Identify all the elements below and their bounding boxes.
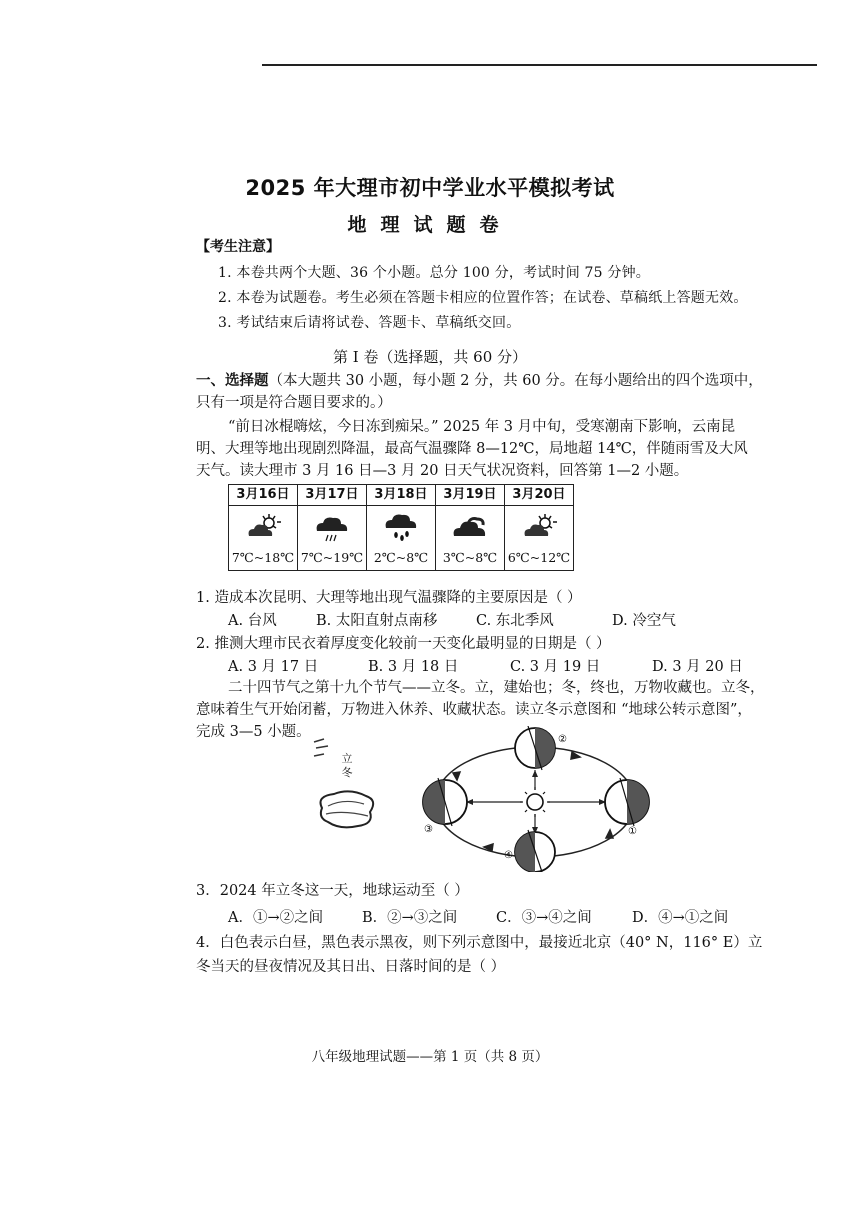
- position-label: ②: [558, 734, 567, 745]
- question-1-stem: 1. 造成本次昆明、大理等地出现气温骤降的主要原因是（ ）: [196, 590, 582, 606]
- rain-icon: [367, 506, 435, 548]
- exam-subtitle: 地理试题卷: [347, 214, 513, 236]
- section-title: 第 I 卷（选择题，共 60 分）: [332, 348, 528, 366]
- position-label: ④: [504, 850, 513, 861]
- passage-line: 二十四节气之第十九个节气——立冬。立，建始也；冬，终也，万物收藏也。立冬，: [228, 680, 765, 696]
- earth-icon: [423, 778, 467, 826]
- option-a: A．①→②之间: [228, 910, 324, 926]
- passage-line: 明、大理等地出现剧烈降温，最高气温骤降 8—12℃，局地超 14℃，伴随雨雪及大风: [196, 441, 748, 457]
- weather-date: 3月20日: [505, 485, 573, 506]
- weather-temp: 3℃~8℃: [442, 550, 498, 565]
- weather-date: 3月19日: [436, 485, 504, 506]
- option-b: B．②→③之间: [362, 910, 458, 926]
- lidong-label: 立冬: [341, 752, 353, 779]
- notice-item: 3. 考试结束后请将试卷、答题卡、草稿纸交回。: [218, 315, 521, 331]
- weather-date: 3月16日: [229, 485, 297, 506]
- sun-icon: [520, 787, 550, 817]
- passage-line: 意味着生气开始闭蓄，万物进入休养、收藏状态。读立冬示意图和 “地球公转示意图”，: [196, 702, 752, 718]
- notice-item: 1. 本卷共两个大题、36 个小题。总分 100 分，考试时间 75 分钟。: [218, 265, 651, 281]
- position-label: ①: [628, 826, 637, 837]
- sun-cloud-icon: [505, 506, 573, 548]
- question-2-stem: 2. 推测大理市民衣着厚度变化较前一天变化最明显的日期是（ ）: [196, 636, 611, 652]
- earth-icon: [605, 778, 649, 826]
- position-label: ③: [424, 824, 433, 835]
- weather-cell: [229, 485, 298, 571]
- weather-cell: [367, 485, 436, 571]
- section-instructions: [196, 370, 786, 392]
- earth-icon: [515, 830, 555, 872]
- passage-line: “前日冰棍嗨炫，今日冻到痴呆。” 2025 年 3 月中旬，受寒潮南下影响，云南昆: [228, 419, 736, 435]
- weather-cell: [298, 485, 367, 571]
- section-heading: 一、选择题: [196, 373, 269, 389]
- weather-date: 3月18日: [367, 485, 435, 506]
- weather-temp: 7℃~19℃: [300, 550, 364, 565]
- exam-title: 2025 年大理市初中学业水平模拟考试: [245, 176, 615, 200]
- notice-heading: 【考生注意】: [196, 239, 280, 255]
- option-c: C．③→④之间: [496, 910, 592, 926]
- weather-cell: [436, 485, 505, 571]
- top-rule: [262, 64, 817, 66]
- question-3-stem: 3．2024 年立冬这一天，地球运动至（ ）: [196, 883, 469, 899]
- question-4-stem: 4．白色表示白昼，黑色表示黑夜，则下列示意图中，最接近北京（40° N，116° E）立: [196, 935, 763, 951]
- notice-item: 2. 本卷为试题卷。考生必须在答题卡相应的位置作答；在试卷、草稿纸上答题无效。: [218, 290, 748, 306]
- option-b: B. 3 月 18 日: [368, 659, 459, 675]
- cloud-rain-icon: [298, 506, 366, 548]
- earth-icon: [515, 726, 555, 770]
- earth-revolution-diagram: [300, 726, 672, 872]
- passage-line: 完成 3—5 小题。: [196, 724, 311, 740]
- option-a: A. 3 月 17 日: [228, 659, 319, 675]
- section-instructions-line1: （本大题共 30 小题，每小题 2 分，共 60 分。在每小题给出的四个选项中，: [268, 373, 763, 389]
- option-c: C. 东北季风: [476, 613, 554, 629]
- lidong-sketch: [314, 739, 373, 827]
- option-a: A. 台风: [228, 613, 277, 629]
- weather-temp: 2℃~8℃: [373, 550, 429, 565]
- option-b: B. 太阳直射点南移: [316, 613, 438, 629]
- weather-date: 3月17日: [298, 485, 366, 506]
- weather-temp: 6℃~12℃: [507, 550, 571, 565]
- option-d: D. 3 月 20 日: [652, 659, 743, 675]
- option-d: D. 冷空气: [612, 613, 676, 629]
- weather-temp: 7℃~18℃: [231, 550, 295, 565]
- question-4-stem-line2: 冬当天的昼夜情况及其日出、日落时间的是（ ）: [196, 959, 506, 975]
- weather-cell: [505, 485, 574, 571]
- sun-cloud-icon: [229, 506, 297, 548]
- option-d: D．④→①之间: [632, 910, 729, 926]
- section-instructions-line2: 只有一项是符合题目要求的。）: [196, 395, 392, 411]
- option-c: C. 3 月 19 日: [510, 659, 601, 675]
- passage-line: 天气。读大理市 3 月 16 日—3 月 20 日天气状况资料，回答第 1—2 小题。: [196, 463, 689, 479]
- page-footer: 八年级地理试题——第 1 页（共 8 页）: [311, 1049, 549, 1065]
- overcast-icon: [436, 506, 504, 548]
- weather-table: [228, 484, 574, 571]
